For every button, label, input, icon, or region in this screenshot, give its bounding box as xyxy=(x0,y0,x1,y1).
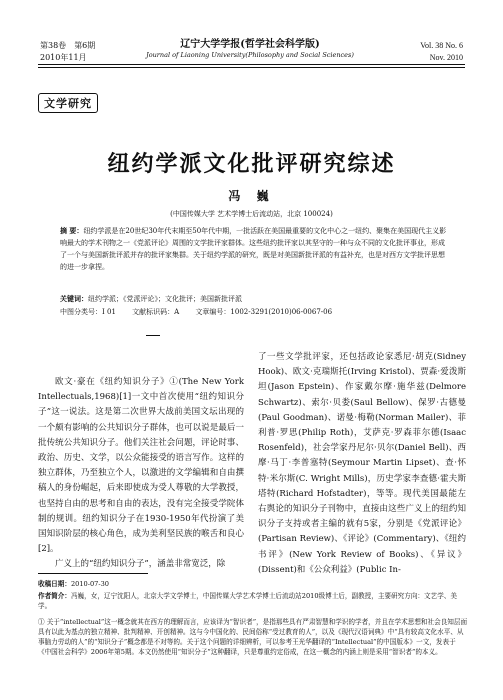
date-en: Nov. 2010 xyxy=(429,53,463,62)
body-paragraph: 广义上的“纽约知识分子”，涵盖非常宽泛，除 xyxy=(55,559,226,570)
article-title: 纽约学派文化批评研究综述 xyxy=(107,151,396,177)
author-bio xyxy=(38,591,468,611)
footnote: ① 关于“intellectual”这一概念就其在西方的理解而言，应该译为“智识者”，是指那些具有严肃智慧和学识的学者，并且在学术思想和社会良知层面具有以此为基点的独立精神、批判精神、开创精神。这与今中国化的、民间俗称“受过教育的人”，以及《现代汉语词典》中“具有较高文化水平、从事脑力劳动的人”的“知识分子”概念都是不对等的。关于这个问题的详细辨析，可以参考王光华翻译的“Intellectual”的中国版本》一文，发表于《中国社会科学》2006年第5期。本文仍然使用“知识分子”这种翻译，只是尊重约定俗成，在这一概念的内涵上则是采用“智识者”的本义。 xyxy=(38,618,468,656)
header-rule-thick xyxy=(38,64,465,65)
issue-date: 2010年11月 xyxy=(40,53,87,62)
body-column-right xyxy=(258,350,466,578)
volume: 第38卷 xyxy=(40,41,67,50)
document-code: 文献标识码：A xyxy=(132,308,180,316)
volume-en: Vol. 38 No. 6 xyxy=(420,41,463,50)
footnote-rule xyxy=(38,573,148,574)
body-column-left xyxy=(38,375,244,573)
author-affiliation: (中国传媒大学 艺术学博士后流动站，北京 100024) xyxy=(170,210,333,218)
header-rule-thin xyxy=(38,67,465,68)
journal-name-cn: 辽宁大学学报(哲学社会科学版) xyxy=(180,39,320,50)
keywords xyxy=(60,294,450,304)
article-author: 冯 巍 xyxy=(228,189,275,203)
body-paragraph: 欧文·豪在《纽约知识分子》①(The New York Intellectuals,1968)[1]一文中首次使用“纽约知识分子”这一说法。这是第二次世界大战前美国文坛出现的一个颇有影响的公共知识分子群体，也可以说是最后一批传统公共知识分子。他们关注社会问题，评论时事、政治、历史、文学，以公众能接受的语言写作。这样的独立群体，乃至独立个人，以激进的文学编辑和自由撰稿人的身份崛起，后来即使成为受人尊敬的大学教授，也坚持自由的思考和自由的表达，没有完全接受学院体制的规训。纽约知识分子在1930-1950年代扮演了美国知识阶层的核心角色，成为美利坚民族的喉舌和良心[2]。 xyxy=(38,377,244,555)
body-paragraph: 了一些文学批评家，还包括政论家悉尼·胡克(Sidney Hook)、欧文·克瑞斯托(Irving Kristol)、贾森·爱泼斯坦(Jason Epstein)、作家戴尔摩·施华兹(Delmore Schwartz)、索尔·贝娄(Saul Bellow)、保罗·古德曼(Paul Goodman)、诺曼·梅勒(Norman Mailer)、菲利普·罗思(Philip Roth)，艾萨克·罗森菲尔德(Isaac Rosenfeld)，社会学家丹尼尔·贝尔(Daniel Bell)、西摩·马丁·李普塞特(Seymour Martin Lipset)、查·怀特·米尔斯(C. Wright Mills)，历史学家李查德·霍夫斯塔特(Richard Hofstadter)，等等。现代美国最能左右舆论的知识分子刊物中，直接由这些广义上的纽约知识分子支持或者主编的就有5家，分别是《党派评论》(Partisan Review)、《评论》(Commentary)、《纽约书评》(New York Review of Books)、《异议》(Dissent)和《公众利益》(Public In- xyxy=(258,352,466,575)
abstract-label: 摘 要： xyxy=(60,226,84,235)
classification-line xyxy=(60,307,450,317)
journal-header-center xyxy=(130,38,370,60)
received-label: 收稿日期： xyxy=(38,580,71,588)
received-value: 2010-07-30 xyxy=(70,580,109,588)
abstract xyxy=(60,225,450,273)
author-bio-label: 作者简介： xyxy=(38,592,71,600)
received-date xyxy=(38,579,468,589)
journal-header-left xyxy=(40,40,103,64)
section-divider xyxy=(146,335,160,336)
author-bio-text: 冯巍，女，辽宁沈阳人，北京大学文学博士，中国传媒大学艺术学博士后流动站2010级博士后，副教授，主要研究方向：文艺学、美学。 xyxy=(38,592,457,610)
clc-number: 中图分类号：I 01 xyxy=(60,308,116,316)
journal-name-en: Journal of Liaoning University(Philosophy and Social Sciences) xyxy=(146,51,354,59)
keywords-label: 关键词： xyxy=(60,294,88,303)
issue: 第6期 xyxy=(74,41,96,50)
journal-header-right xyxy=(420,40,463,64)
article-number: 文章编号：1002-3291(2010)06-0067-06 xyxy=(195,308,333,316)
abstract-text: 纽约学派是在20世纪30年代末期至50年代中期，一批活跃在美国最重要的文化中心之一纽约、聚集在美国现代主义影响最大的学术刊物之一《党派评论》周围的文学批评家群体。这些纽约批评家以其坚守的一种与众不同的文化批评事业，形成了一个与美国新批评派并存的批评家集群。关于纽约学派的研究，既是对美国新批评派的有益补充，也是对西方文学批评思想的进一步拿捏。 xyxy=(60,227,447,271)
section-label: 文学研究 xyxy=(38,93,98,113)
keywords-text: 纽约学派；《党派评论》；文化批评；美国新批评派 xyxy=(88,295,242,303)
